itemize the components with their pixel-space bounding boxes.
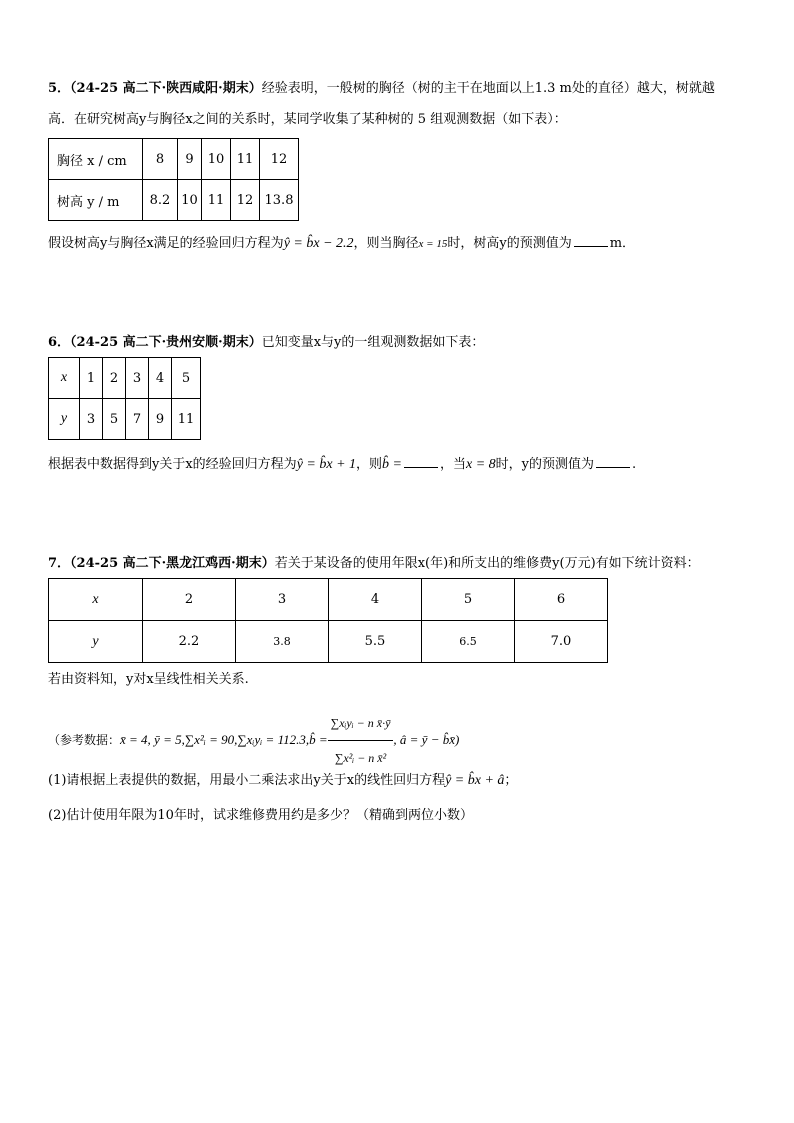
q6-condition: x = 8 bbox=[466, 457, 496, 472]
q6-question-text: 时，y的预测值为 bbox=[495, 457, 595, 472]
q6-number: 6． bbox=[48, 335, 71, 350]
table-cell: 9 bbox=[178, 139, 202, 180]
table-cell: 7 bbox=[126, 399, 149, 440]
q6-data-table bbox=[48, 357, 201, 440]
q7-line1 bbox=[48, 554, 700, 574]
q5-question-text: 假设树高y与胸径x满足的经验回归方程为 bbox=[48, 236, 284, 251]
table-cell: 2 bbox=[143, 579, 236, 621]
q7-statement: 若由资料知，y对x呈线性相关关系. bbox=[48, 672, 249, 687]
q7-ref-a-formula: , â = ȳ − b̂x̄) bbox=[393, 732, 460, 747]
table-row bbox=[49, 579, 608, 621]
table-cell: 4 bbox=[149, 358, 172, 399]
q7-ref-b-denominator: ∑x²ᵢ − n x̄² bbox=[334, 751, 387, 765]
q5-condition: x = 15 bbox=[418, 238, 448, 250]
q5-text-line2: 高．在研究树高y与胸径x之间的关系时，某同学收集了某种树的 5 组观测数据（如下表）： bbox=[48, 112, 567, 127]
q7-part2: (2)估计使用年限为10年时，试求维修费用约是多少？（精确到两位小数） bbox=[48, 808, 473, 823]
table-cell: 8.2 bbox=[143, 180, 178, 221]
q5-text-line1: 经验表明，一般树的胸径（树的主干在地面以上1.3 m处的直径）越大，树就越 bbox=[261, 81, 715, 96]
q5-data-table bbox=[48, 138, 299, 221]
table-row-label: y bbox=[49, 399, 80, 440]
table-cell: 11 bbox=[231, 139, 260, 180]
table-cell: 3 bbox=[80, 399, 103, 440]
q7-reference-data bbox=[48, 706, 459, 775]
q6-prediction-blank[interactable] bbox=[596, 454, 630, 468]
q7-part1-equation: ŷ = b̂x + â bbox=[445, 773, 505, 788]
q5-line1 bbox=[48, 79, 715, 99]
table-cell: 10 bbox=[178, 180, 202, 221]
q6-question-text: 根据表中数据得到y关于x的经验回归方程为 bbox=[48, 457, 297, 472]
table-row bbox=[49, 180, 299, 221]
table-cell: 3 bbox=[236, 579, 329, 621]
table-cell: 5 bbox=[422, 579, 515, 621]
table-cell: 7.0 bbox=[515, 621, 608, 663]
q5-number: 5． bbox=[48, 81, 71, 96]
q7-ref-b-formula-lhs: b̂ = bbox=[309, 732, 328, 747]
table-row bbox=[49, 621, 608, 663]
table-cell: 11 bbox=[202, 180, 231, 221]
q5-answer-blank[interactable] bbox=[574, 233, 608, 247]
q6-bhat-blank[interactable] bbox=[404, 454, 438, 468]
table-row bbox=[49, 139, 299, 180]
q6-period: . bbox=[632, 457, 637, 472]
table-cell: 4 bbox=[329, 579, 422, 621]
q7-part1 bbox=[48, 771, 517, 791]
q6-line1 bbox=[48, 333, 484, 353]
q7-intro: 若关于某设备的使用年限x(年)和所支出的维修费y(万元)有如下统计资料： bbox=[274, 556, 700, 571]
table-cell: 1 bbox=[80, 358, 103, 399]
q7-data-table bbox=[48, 578, 608, 663]
q7-ref-label: （参考数据： bbox=[48, 733, 121, 747]
table-cell: 3 bbox=[126, 358, 149, 399]
q5-source: （24-25 高二下·陕西咸阳·期末） bbox=[70, 81, 262, 96]
q7-part1-end: ； bbox=[504, 773, 518, 788]
q5-question-text: 时，树高y的预测值为 bbox=[447, 236, 572, 251]
table-cell: 8 bbox=[143, 139, 178, 180]
q7-ref-sum-squares: ∑x²ᵢ = 90, bbox=[184, 732, 238, 747]
q6-question bbox=[48, 454, 636, 475]
table-cell: 2 bbox=[103, 358, 126, 399]
q5-equation: ŷ = b̂x − 2.2 bbox=[283, 236, 354, 251]
table-cell: 13.8 bbox=[260, 180, 299, 221]
q6-source: （24-25 高二下·贵州安顺·期末） bbox=[70, 335, 262, 350]
table-row-label: x bbox=[49, 579, 143, 621]
q5-unit: m． bbox=[609, 236, 636, 251]
q6-question-text: ，当 bbox=[439, 457, 466, 472]
table-row-label: x bbox=[49, 358, 80, 399]
table-cell: 3.8 bbox=[236, 621, 329, 663]
table-row-label: y bbox=[49, 621, 143, 663]
q6-bhat-label: b̂ = bbox=[382, 457, 402, 472]
q5-question-text: ，则当胸径 bbox=[353, 236, 419, 251]
table-cell: 11 bbox=[172, 399, 201, 440]
q7-number: 7． bbox=[48, 556, 71, 571]
table-row bbox=[49, 358, 201, 399]
q6-equation: ŷ = b̂x + 1 bbox=[296, 457, 357, 472]
table-row bbox=[49, 399, 201, 440]
q7-part1-text: (1)请根据上表提供的数据，用最小二乘法求出y关于x的线性回归方程 bbox=[48, 773, 446, 788]
table-row-label: 胸径 x / cm bbox=[49, 139, 143, 180]
q6-question-text: ，则 bbox=[356, 457, 383, 472]
table-cell: 6.5 bbox=[422, 621, 515, 663]
table-cell: 5 bbox=[103, 399, 126, 440]
table-cell: 5 bbox=[172, 358, 201, 399]
table-cell: 5.5 bbox=[329, 621, 422, 663]
table-row-label: 树高 y / m bbox=[49, 180, 143, 221]
q6-intro: 已知变量x与y的一组观测数据如下表： bbox=[261, 335, 485, 350]
q7-source: （24-25 高二下·黑龙江鸡西·期末） bbox=[70, 556, 275, 571]
table-cell: 12 bbox=[260, 139, 299, 180]
table-cell: 2.2 bbox=[143, 621, 236, 663]
table-cell: 6 bbox=[515, 579, 608, 621]
q7-ref-sum-products: ∑xᵢyᵢ = 112.3, bbox=[237, 732, 310, 747]
q7-ref-b-numerator: ∑xᵢyᵢ − n x̄·ȳ bbox=[328, 706, 394, 741]
table-cell: 10 bbox=[202, 139, 231, 180]
table-cell: 12 bbox=[231, 180, 260, 221]
q7-ref-means: x̄ = 4, ȳ = 5, bbox=[120, 732, 185, 747]
table-cell: 9 bbox=[149, 399, 172, 440]
q5-question bbox=[48, 233, 635, 254]
q7-ref-b-fraction bbox=[328, 706, 394, 775]
